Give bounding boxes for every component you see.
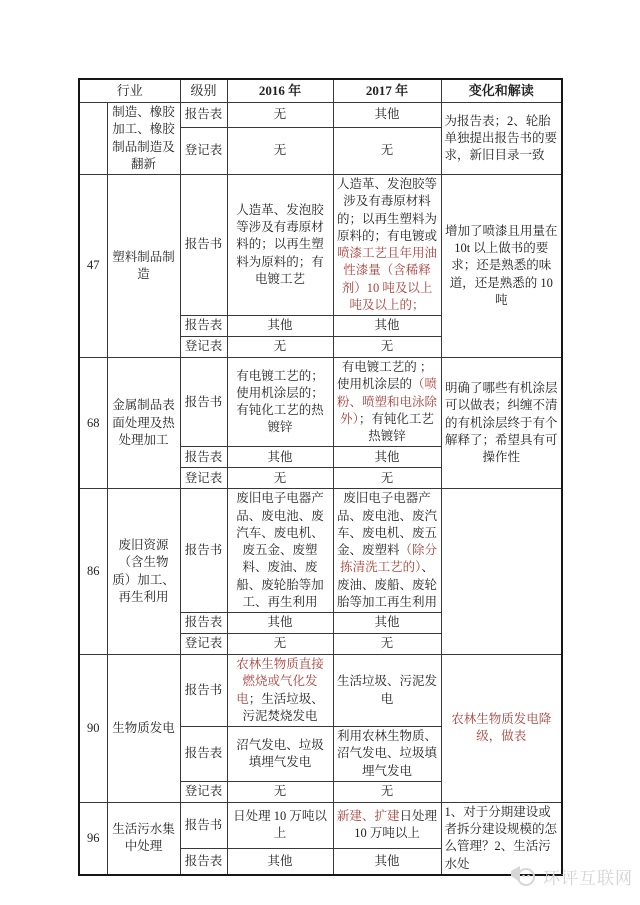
y2016-cell bbox=[227, 447, 333, 468]
industry-name-cell: 生物质发电 bbox=[107, 655, 180, 803]
industry-name-cell: 废旧资源（含生物质）加工、再生利用 bbox=[107, 489, 180, 655]
y2017-cell bbox=[333, 468, 441, 489]
table-header-row bbox=[79, 79, 562, 103]
header-change: 变化和解读 bbox=[441, 79, 562, 103]
red-highlight-text: 新建、扩建 bbox=[337, 809, 400, 824]
red-highlight-text: （除分拣清洗工艺的） bbox=[340, 543, 438, 575]
header-2017: 2017 年 bbox=[333, 79, 441, 103]
y2016-cell bbox=[227, 337, 333, 358]
level-cell: 报告书 bbox=[180, 655, 227, 727]
y2016-cell bbox=[227, 358, 333, 447]
cell-text: 1、对于分期建设或者拆分建设规模的怎么管理？2、生活污水处 bbox=[444, 804, 558, 871]
level-cell: 登记表 bbox=[180, 468, 227, 489]
y2016-cell bbox=[227, 468, 333, 489]
y2017-cell bbox=[333, 175, 441, 316]
cell-text: 其他 bbox=[267, 318, 293, 333]
change-cell bbox=[441, 655, 562, 803]
y2017-cell bbox=[333, 489, 441, 613]
change-cell bbox=[441, 489, 562, 655]
cell-text: 人造革、发泡胶等涉及有毒原材料的；以再生塑料为原料的；有电镀或 bbox=[337, 177, 438, 243]
industry-number-cell bbox=[79, 103, 107, 175]
industry-name-cell: 生活污水集中处理 bbox=[107, 802, 180, 875]
level-cell: 报告表 bbox=[180, 727, 227, 782]
cell-text: 其他 bbox=[374, 449, 400, 464]
y2016-cell bbox=[227, 127, 333, 174]
red-highlight-text: 喷漆工艺且年用油性漆量（含稀释剂）10 吨及以上吨及以上的； bbox=[337, 246, 438, 312]
y2016-cell bbox=[227, 489, 333, 613]
cell-text: 明确了哪些有机涂层可以做表；纠缠不清的有机涂层终于有个解释了；希望具有可操作性 bbox=[445, 381, 558, 464]
header-level: 级别 bbox=[180, 79, 227, 103]
y2017-cell bbox=[333, 127, 441, 174]
level-cell: 报告书 bbox=[180, 175, 227, 316]
cell-text: 沼气发电、垃圾填埋气发电 bbox=[236, 737, 324, 769]
cell-text: 废旧电子电器产品、废电池、废汽车、废电机、废五金、废塑料、废油、废船、废轮胎等加工、再生利用 bbox=[236, 491, 324, 609]
cell-text: 人造革、发泡胶等涉及有毒原材料的；以再生塑料为原料的；有电镀工艺 bbox=[236, 202, 324, 286]
level-cell: 报告表 bbox=[180, 613, 227, 634]
y2017-cell bbox=[333, 634, 441, 655]
cell-text: 无 bbox=[380, 339, 394, 354]
y2016-cell bbox=[227, 655, 333, 727]
cell-text: 其他 bbox=[374, 853, 400, 868]
red-highlight-text: （喷粉、喷塑和电泳除外） bbox=[337, 377, 438, 426]
change-cell bbox=[441, 358, 562, 489]
change-cell bbox=[441, 103, 562, 175]
megaphone-icon bbox=[509, 865, 539, 889]
table-row bbox=[79, 103, 562, 128]
y2016-cell bbox=[227, 727, 333, 782]
level-cell: 登记表 bbox=[180, 127, 227, 174]
industry-name-cell: 制造、橡胶加工、橡胶制品制造及翻新 bbox=[107, 103, 180, 175]
change-cell bbox=[441, 175, 562, 358]
industry-number-cell: 86 bbox=[79, 489, 107, 655]
y2017-cell bbox=[333, 849, 441, 875]
level-cell: 报告书 bbox=[180, 358, 227, 447]
cell-text: 废旧电子电器产品、废电池、废汽车、废电机、废五金、废塑料 bbox=[337, 491, 438, 557]
cell-text: 其他 bbox=[267, 615, 293, 630]
cell-text: 生活垃圾、污泥发电 bbox=[337, 674, 438, 706]
level-cell: 报告表 bbox=[180, 849, 227, 875]
table-row bbox=[79, 802, 562, 848]
y2017-cell bbox=[333, 802, 441, 848]
cell-text: 无 bbox=[273, 143, 287, 158]
cell-text: 日处理 10 万吨以上 bbox=[233, 809, 327, 841]
level-cell: 报告表 bbox=[180, 103, 227, 128]
level-cell: 登记表 bbox=[180, 634, 227, 655]
table-row bbox=[79, 358, 562, 447]
cell-text: 无 bbox=[380, 143, 394, 158]
y2017-cell bbox=[333, 337, 441, 358]
y2017-cell bbox=[333, 316, 441, 337]
y2017-cell bbox=[333, 613, 441, 634]
level-cell: 报告书 bbox=[180, 802, 227, 848]
cell-text: 无 bbox=[380, 784, 394, 799]
level-cell: 登记表 bbox=[180, 781, 227, 802]
level-cell: 报告书 bbox=[180, 489, 227, 613]
y2016-cell bbox=[227, 849, 333, 875]
y2016-cell bbox=[227, 175, 333, 316]
y2017-cell bbox=[333, 655, 441, 727]
y2016-cell bbox=[227, 802, 333, 848]
cell-text: 其他 bbox=[267, 853, 293, 868]
red-highlight-text: 农林生物质发电降级，做表 bbox=[451, 712, 552, 744]
cell-text: 无 bbox=[380, 636, 394, 651]
y2017-cell bbox=[333, 727, 441, 782]
cell-text: ；生活垃圾、污泥焚烧发电 bbox=[242, 691, 324, 723]
cell-text: 、废油、废船、废轮胎等加工再生利用 bbox=[337, 560, 438, 609]
table-row bbox=[79, 489, 562, 613]
cell-text: 其他 bbox=[374, 318, 400, 333]
table-row bbox=[79, 175, 562, 316]
cell-text: 有电镀工艺的 ；使用机涂层的 bbox=[337, 360, 433, 392]
cell-text: 无 bbox=[273, 636, 287, 651]
cell-text: 其他 bbox=[267, 449, 293, 464]
cell-text: ；有钝化工艺热镀锌 bbox=[358, 411, 434, 443]
header-industry: 行业 bbox=[79, 79, 180, 103]
table-row bbox=[79, 655, 562, 727]
y2017-cell bbox=[333, 781, 441, 802]
header-2016: 2016 年 bbox=[227, 79, 333, 103]
industry-name-cell: 金属制品表面处理及热处理加工 bbox=[107, 358, 180, 489]
industry-number-cell: 68 bbox=[79, 358, 107, 489]
y2017-cell bbox=[333, 103, 441, 128]
cell-text: 无 bbox=[273, 784, 287, 799]
cell-text: 有电镀工艺的；使用机涂层的；有钝化工艺的热镀锌 bbox=[236, 368, 324, 435]
cell-text: 无 bbox=[273, 107, 287, 122]
y2016-cell bbox=[227, 103, 333, 128]
red-highlight-text: 农林生物质直接燃烧或气化发电 bbox=[236, 657, 324, 706]
y2016-cell bbox=[227, 634, 333, 655]
industry-number-cell: 90 bbox=[79, 655, 107, 803]
cell-text: 无 bbox=[273, 339, 287, 354]
level-cell: 报告表 bbox=[180, 447, 227, 468]
industry-name-cell: 塑料制品制造 bbox=[107, 175, 180, 358]
industry-number-cell: 96 bbox=[79, 802, 107, 875]
cell-text: 无 bbox=[380, 470, 394, 485]
cell-text: 无 bbox=[273, 470, 287, 485]
category-comparison-table bbox=[78, 78, 563, 876]
watermark-label: 环评互联网 bbox=[543, 869, 633, 888]
industry-number-cell: 47 bbox=[79, 175, 107, 358]
y2017-cell bbox=[333, 447, 441, 468]
cell-text: 其他 bbox=[374, 107, 400, 122]
cell-text: 利用农林生物质、沼气发电、垃圾填埋气发电 bbox=[337, 729, 438, 778]
cell-text: 其他 bbox=[374, 615, 400, 630]
level-cell: 登记表 bbox=[180, 337, 227, 358]
y2017-cell bbox=[333, 358, 441, 447]
cell-text: 为报告表；2、轮胎单独提出报告书的要求，新旧目录一致 bbox=[444, 113, 558, 163]
y2016-cell bbox=[227, 613, 333, 634]
cell-text: 增加了喷漆且用量在 10t 以上做书的要求；还是熟悉的味道，还是熟悉的 10 吨 bbox=[445, 223, 558, 307]
cell-text: 日处理 10 万吨以上 bbox=[354, 809, 438, 841]
level-cell: 报告表 bbox=[180, 316, 227, 337]
y2016-cell bbox=[227, 781, 333, 802]
watermark bbox=[509, 864, 633, 889]
y2016-cell bbox=[227, 316, 333, 337]
